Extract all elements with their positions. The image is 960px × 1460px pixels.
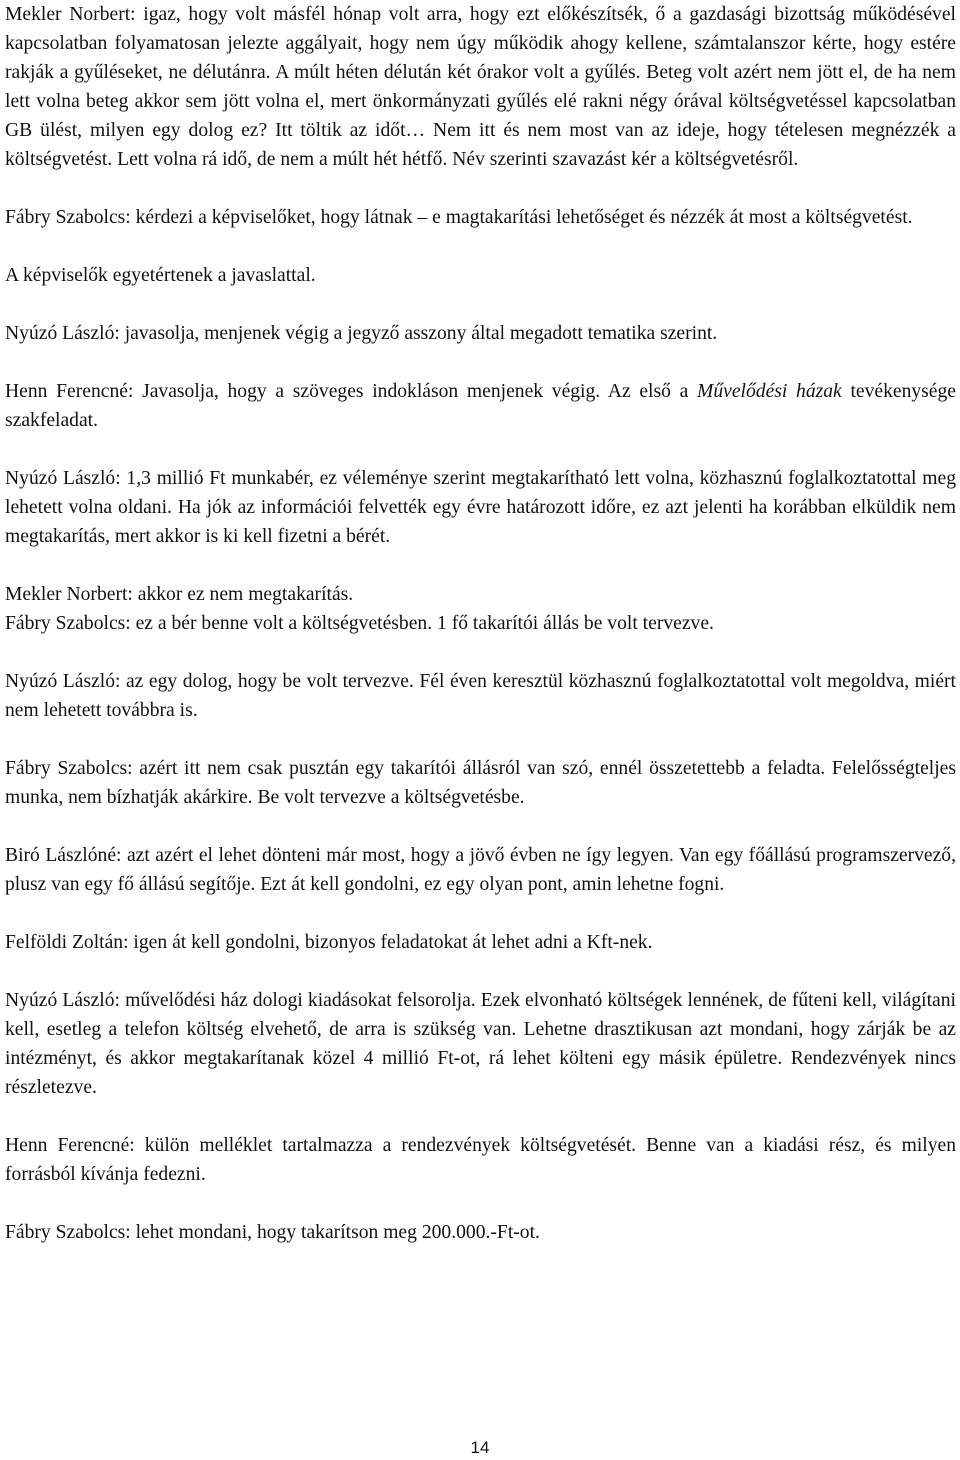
paragraph-spacer	[5, 899, 956, 928]
paragraph-text-start: Henn Ferencné: Javasolja, hogy a szöveges indokláson menjenek végig. Az első a	[5, 381, 698, 402]
paragraph-spacer	[5, 290, 956, 319]
paragraph-spacer	[5, 638, 956, 667]
paragraph-representatives-agree: A képviselők egyetértenek a javaslattal.	[5, 265, 316, 286]
paragraph-spacer	[5, 957, 956, 986]
page-number: 14	[470, 1438, 490, 1457]
paragraph-biro-laszlone-next-year: Biró Lászlóné: azt azért el lehet dönteni már most, hogy a jövő évben ne így legyen. Van egy főállású programszervező, plusz van egy fő állású segítője. Ezt át kell gondolni, ez egy olyan pont, amin lehetne fogni.	[5, 845, 956, 895]
paragraph-fabry-szabolcs-cleaning-job: Fábry Szabolcs: azért itt nem csak pusztán egy takarítói állásról van szó, ennél összetettebb a feladta. Felelősségteljes munka, nem bízhatják akárkire. Be volt tervezve a költségvetésbe.	[5, 758, 956, 808]
paragraph-nyuzo-laszlo-wages: Nyúzó László: 1,3 millió Ft munkabér, ez véleménye szerint megtakarítható lett volna, közhasznú foglalkoztatottal meg lehetett volna oldani. Ha jók az információi felvették egy évre határozott időre, ez azt jelenti ha korábban elküldik nem megtakarítás, mert akkor is ki kell fizetni a bérét.	[5, 468, 956, 547]
paragraph-text-end: tevékenysége szakfeladat.	[5, 381, 956, 431]
paragraph-fabry-szabolcs-wage-budgeted: Fábry Szabolcs: ez a bér benne volt a költségvetésben. 1 fő takarítói állás be volt tervezve.	[5, 613, 714, 634]
italic-cultural-houses: Művelődési házak	[697, 381, 842, 402]
paragraph-nyuzo-laszlo-planned: Nyúzó László: az egy dolog, hogy be volt tervezve. Fél éven keresztül közhasznú foglalkoztatottal volt megoldva, miért nem lehetett továbbra is.	[5, 671, 956, 721]
paragraph-nyuzo-laszlo-material-expenses: Nyúzó László: művelődési ház dologi kiadásokat felsorolja. Ezek elvonható költségek lennének, de fűteni kell, világítani kell, esetleg a telefon költség elvehető, de arra is szükség van. Lehetne drasztikusan azt mondani, hogy zárják be az intézményt, és akkor megtakarítanak közel 4 millió Ft-ot, rá lehet költeni egy másik épületre. Rendezvények nincs részletezve.	[5, 990, 956, 1098]
paragraph-spacer	[5, 348, 956, 377]
paragraph-fabry-szabolcs-save-200000: Fábry Szabolcs: lehet mondani, hogy takarítson meg 200.000.-Ft-ot.	[5, 1222, 540, 1243]
paragraph-spacer	[5, 1102, 956, 1131]
paragraph-spacer	[5, 1189, 956, 1218]
paragraph-henn-ferencne-text-justification	[5, 377, 956, 435]
paragraph-fabry-szabolcs-savings-question: Fábry Szabolcs: kérdezi a képviselőket, hogy látnak – e magtakarítási lehetőséget és nézzék át most a költségvetést.	[5, 207, 913, 228]
paragraph-spacer	[5, 232, 956, 261]
paragraph-mekler-norbert-budget-committee: Mekler Norbert: igaz, hogy volt másfél hónap volt arra, hogy ezt előkészítsék, ő a gazdasági bizottság működésével kapcsolatban folyamatosan jelezte aggályait, hogy nem úgy működik ahogy kellene, számtalanszor kérte, hogy estére rakják a gyűléseket, ne délutánra. A múlt héten délután két órakor volt a gyűlés. Beteg volt azért nem jött el, de ha nem lett volna beteg akkor sem jött volna el, mert önkormányzati gyűlés elé rakni négy órával költségvetéssel kapcsolatban GB ülést, milyen egy dolog ez? Itt töltik az időt… Nem itt és nem most van az ideje, hogy tételesen megnézzék a költségvetést. Lett volna rá idő, de nem a múlt hét hétfő. Név szerinti szavazást kér a költségvetésről.	[5, 4, 956, 170]
paragraph-mekler-norbert-not-savings: Mekler Norbert: akkor ez nem megtakarítás.	[5, 584, 354, 605]
paragraph-spacer	[5, 551, 956, 580]
paragraph-spacer	[5, 725, 956, 754]
paragraph-henn-ferencne-events-annex: Henn Ferencné: külön melléklet tartalmazza a rendezvények költségvetését. Benne van a kiadási rész, és milyen forrásból kívánja fedezni.	[5, 1135, 956, 1185]
paragraph-felfoldi-zoltan-kft: Felföldi Zoltán: igen át kell gondolni, bizonyos feladatokat át lehet adni a Kft-nek.	[5, 932, 653, 953]
paragraph-spacer	[5, 812, 956, 841]
paragraph-nyuzo-laszlo-thematics: Nyúzó László: javasolja, menjenek végig a jegyző asszony által megadott tematika szerint.	[5, 323, 718, 344]
document-page	[5, 0, 956, 1247]
paragraph-spacer	[5, 174, 956, 203]
paragraph-spacer	[5, 435, 956, 464]
